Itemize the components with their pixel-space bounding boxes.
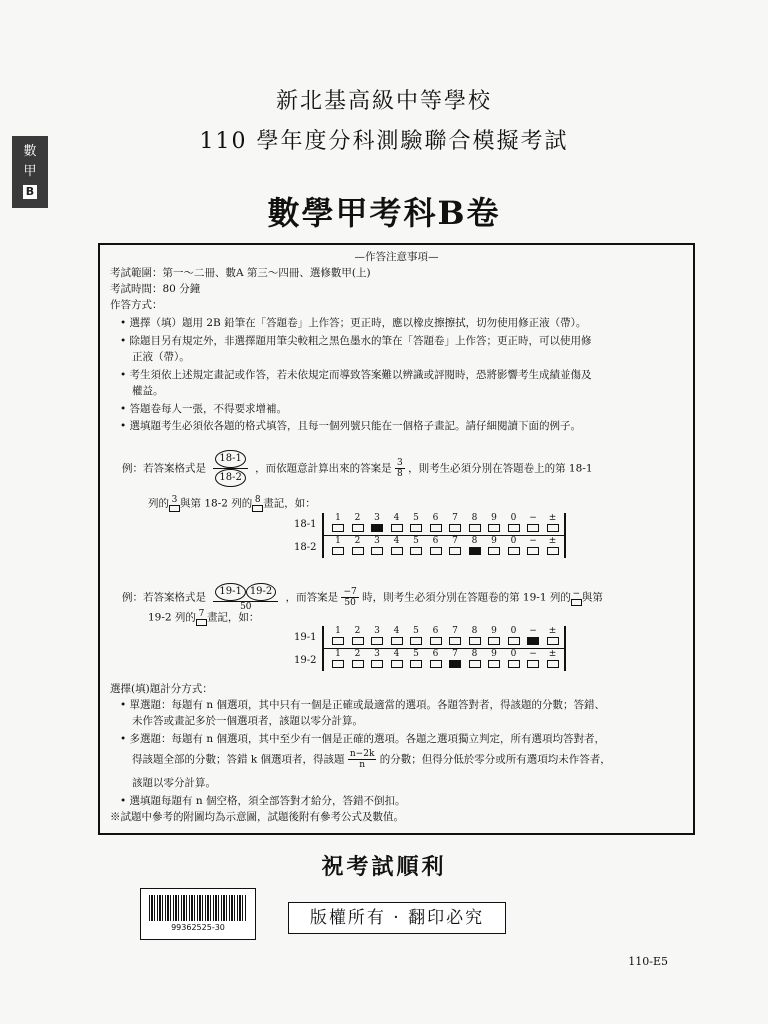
example2-suffix: 時，則考生必須分別在答題卷的第 19-1 列的 xyxy=(362,591,571,604)
answer-bubble: 6 xyxy=(426,536,446,555)
exam-time: 考試時間：80 分鐘 xyxy=(110,283,201,295)
answer-bubble: − xyxy=(523,513,543,532)
example1-line2 xyxy=(148,495,316,512)
small-box-3 xyxy=(169,495,180,512)
answer-bubble: 8 xyxy=(465,626,485,645)
answer2-numerator: −7 xyxy=(343,587,357,597)
scoring-item: 的分數；但得分低於零分或所有選項均未作答者， xyxy=(379,753,611,766)
method-title: 作答方式： xyxy=(110,299,163,311)
answer-bubble: 3 xyxy=(367,513,387,532)
answer-bubble: 9 xyxy=(484,649,504,668)
answer-denominator: 8 xyxy=(397,469,403,479)
copyright-notice: 版權所有 · 翻印必究 xyxy=(288,902,506,934)
grid-row-label: 19-2 xyxy=(294,655,317,666)
small-box-7-value: 7 xyxy=(198,609,205,619)
answer-bubble: 2 xyxy=(348,536,368,555)
answer-bubble: 0 xyxy=(504,649,524,668)
side-tab-line1: 數 xyxy=(23,144,37,159)
scoring-title: 選擇(填)題計分方式： xyxy=(110,683,213,695)
answer-bubble: 4 xyxy=(387,626,407,645)
example1-prefix: 例：若答案格式是 xyxy=(122,462,206,475)
answer-bubble: 9 xyxy=(484,626,504,645)
small-box-minus-value: − xyxy=(572,589,581,599)
grid-row-label: 18-1 xyxy=(294,519,317,530)
barcode-number: 99362525-30 xyxy=(171,923,225,932)
example1-line1 xyxy=(122,450,593,487)
answer-bubble: ± xyxy=(543,649,563,668)
answer-bubble: 0 xyxy=(504,536,524,555)
grid-row xyxy=(294,513,564,536)
scoring-item: • 多選題：每題有 n 個選項，其中至少有一個是正確的選項。各題之選項獨立判定，所有選項均答對者， xyxy=(120,733,605,745)
answer-bubble: 4 xyxy=(387,513,407,532)
good-luck-message: 祝考試順利 xyxy=(321,854,447,880)
answer-bubble: 1 xyxy=(328,626,348,645)
side-tab-line2: 甲 xyxy=(23,164,37,179)
answer-bubble: ± xyxy=(543,626,563,645)
exam-scope: 考試範圍：第一～二冊、數A 第三～四冊、選修數甲(上) xyxy=(110,267,371,279)
grid-row xyxy=(294,626,564,649)
scoring-item: 未作答或畫記多於一個選項者，該題以零分計算。 xyxy=(132,715,363,727)
formula-numerator: n−2k xyxy=(349,749,375,759)
scoring-item: • 單選題：每題有 n 個選項，其中只有一個是正確或最適當的選項。各題答對者，得該題的分數；答錯、 xyxy=(120,699,605,711)
example1-line2-b: 與第 18-2 列的 xyxy=(180,497,253,510)
answer-bubble: 2 xyxy=(348,513,368,532)
grid-row xyxy=(294,649,564,671)
small-box-7 xyxy=(196,609,207,626)
answer-bubble: − xyxy=(523,649,543,668)
answer-bubble: 6 xyxy=(426,513,446,532)
example2-middle: ，而答案是 xyxy=(285,591,339,604)
scoring-item: • 選填題每題有 n 個空格，須全部答對才給分，答錯不倒扣。 xyxy=(120,795,406,807)
rule-item: • 除題目另有規定外，非選擇題用筆尖較粗之黑色墨水的筆在「答題卷」上作答；更正時，可以使用修 xyxy=(120,335,592,347)
instructions-heading: —作答注意事項— xyxy=(354,251,439,263)
penalty-formula xyxy=(348,749,377,770)
answer-bubble: 9 xyxy=(484,513,504,532)
exam-title: 110 學年度分科測驗聯合模擬考試 xyxy=(199,129,569,154)
answer-bubble: 0 xyxy=(504,626,524,645)
answer-bubble: ± xyxy=(543,513,563,532)
answer-bubble: 5 xyxy=(406,649,426,668)
example2-line2-b: 畫記，如： xyxy=(206,611,260,624)
circle-19-1: 19-1 xyxy=(215,583,245,601)
circle-18-1: 18-1 xyxy=(215,450,245,468)
answer-bubble: 7 xyxy=(445,536,465,555)
answer-bubble: 5 xyxy=(406,536,426,555)
scoring-multi-line xyxy=(132,749,611,770)
answer-bubble: ± xyxy=(543,536,563,555)
rule-item: • 選填題考生必須依各題的格式填答，且每一個列號只能在一個格子畫記。請仔細閱讀下面的例子。 xyxy=(120,420,582,432)
small-box-8-value: 8 xyxy=(254,495,261,505)
grid-row-label: 18-2 xyxy=(294,542,317,553)
example1-answer xyxy=(395,458,405,479)
answer-bubble: 8 xyxy=(465,649,485,668)
small-box-3-value: 3 xyxy=(171,495,178,505)
answer-bubble: 7 xyxy=(445,626,465,645)
example1-line2-c: 畫記，如： xyxy=(263,497,316,510)
answer-bubble: − xyxy=(523,536,543,555)
example2-format xyxy=(213,583,278,612)
side-tab-badge: B xyxy=(23,185,37,199)
circle-19-2: 19-2 xyxy=(246,583,276,601)
example2-line2 xyxy=(148,609,259,626)
answer-bubble: 4 xyxy=(387,536,407,555)
answer-bubble: 8 xyxy=(465,513,485,532)
grid-row-label: 19-1 xyxy=(294,632,317,643)
rule-item: 正液（帶）。 xyxy=(132,351,190,363)
answer-bubble: 3 xyxy=(367,536,387,555)
answer-bubble: 2 xyxy=(348,649,368,668)
subject-title: 數學甲考科B卷 xyxy=(267,194,501,232)
circle-18-2: 18-2 xyxy=(215,469,245,487)
rule-item: • 考生須依上述規定畫記或作答，若未依規定而導致答案難以辨識或評閱時，恐將影響考生成績並傷及 xyxy=(120,369,592,381)
answer-bubble: 8 xyxy=(465,536,485,555)
answer-bubble: 1 xyxy=(328,649,348,668)
answer-bubble: 9 xyxy=(484,536,504,555)
answer-bubble: 5 xyxy=(406,513,426,532)
scoring-item: 該題以零分計算。 xyxy=(132,777,216,789)
answer-bubble: 3 xyxy=(367,626,387,645)
answer2-denominator: 50 xyxy=(344,598,356,608)
answer-bubble: 4 xyxy=(387,649,407,668)
answer-bubble: 6 xyxy=(426,649,446,668)
small-box-minus xyxy=(571,589,582,606)
example2-suffix2: 與第 xyxy=(581,591,603,604)
example2-line1 xyxy=(122,583,603,612)
answer-bubble: − xyxy=(523,626,543,645)
answer-bubble: 7 xyxy=(445,513,465,532)
example2-answer xyxy=(341,587,358,608)
answer-grid-19 xyxy=(294,626,566,671)
answer-bubble: 6 xyxy=(426,626,446,645)
scoring-item: 得該題全部的分數；答錯 k 個選項者，得該題 xyxy=(132,753,345,766)
answer-bubble: 2 xyxy=(348,626,368,645)
barcode-icon xyxy=(149,895,247,921)
instructions-box xyxy=(98,243,695,835)
answer-bubble: 1 xyxy=(328,513,348,532)
figure-note: ※試題中參考的附圖均為示意圖，試題後附有參考公式及數值。 xyxy=(110,811,404,823)
example1-suffix: ，則考生必須分別在答題卷上的第 18-1 xyxy=(408,462,593,475)
format-denominator: 50 xyxy=(240,602,252,612)
paper-code: 110-E5 xyxy=(628,955,668,968)
rule-item: 權益。 xyxy=(132,385,164,397)
example2-line2-a: 19-2 列的 xyxy=(148,611,196,624)
answer-bubble: 3 xyxy=(367,649,387,668)
example1-middle: ，而依題意計算出來的答案是 xyxy=(255,462,392,475)
answer-bubble: 1 xyxy=(328,536,348,555)
example1-line2-a: 列的 xyxy=(148,497,169,510)
rule-item: • 選擇（填）題用 2B 鉛筆在「答題卷」上作答；更正時，應以橡皮擦擦拭，切勿使用修正液（帶）。 xyxy=(120,317,587,329)
grid-row xyxy=(294,536,564,558)
answer-numerator: 3 xyxy=(397,458,403,468)
rule-item: • 答題卷每人一張，不得要求增補。 xyxy=(120,403,288,415)
example2-prefix: 例：若答案格式是 xyxy=(122,591,206,604)
formula-denominator: n xyxy=(359,760,366,770)
small-box-8 xyxy=(252,495,263,512)
answer-bubble: 5 xyxy=(406,626,426,645)
answer-bubble: 0 xyxy=(504,513,524,532)
barcode-label xyxy=(140,888,256,940)
example1-format xyxy=(213,450,247,487)
answer-bubble: 7 xyxy=(445,649,465,668)
school-name: 新北基高級中等學校 xyxy=(275,89,492,114)
answer-grid-18 xyxy=(294,513,566,558)
